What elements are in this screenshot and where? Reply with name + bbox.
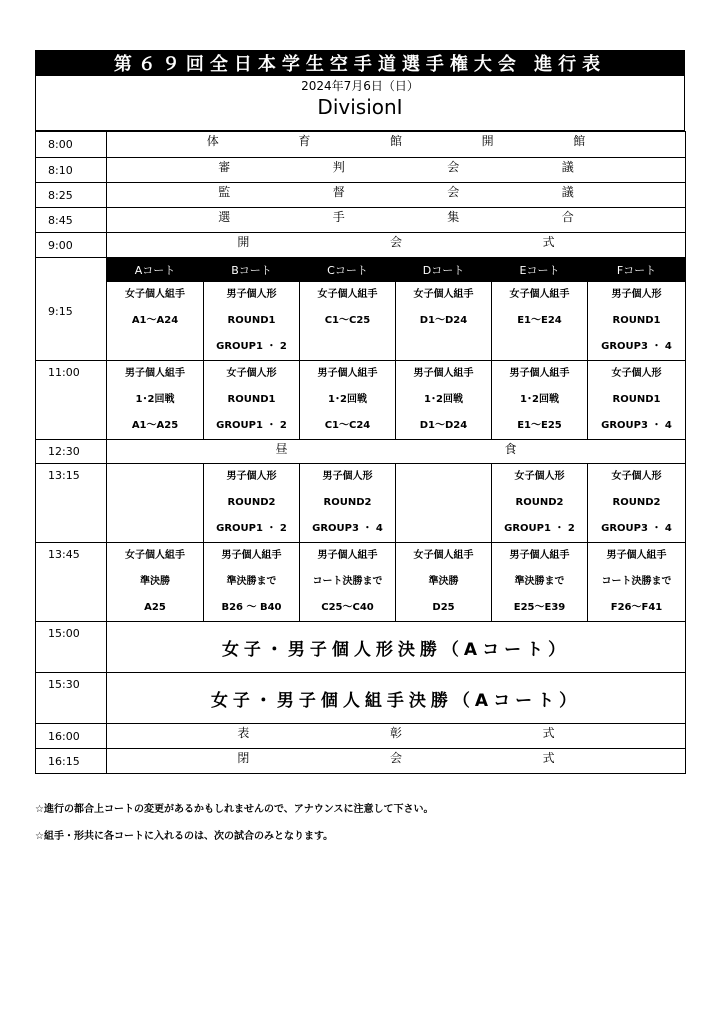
schedule-row (36, 749, 686, 774)
event-char: 議 (561, 160, 574, 174)
session-row (36, 464, 686, 543)
event-char: 館 (390, 134, 403, 148)
event-char: 督 (332, 185, 345, 199)
match-cell (492, 543, 588, 622)
event-char: 手 (332, 210, 345, 224)
match-cell (396, 282, 492, 361)
match-cell (588, 361, 686, 440)
match-cell (588, 543, 686, 622)
match-cell (107, 361, 204, 440)
match-line: ROUND2 (515, 497, 564, 508)
event-cell (107, 749, 686, 774)
match-cell (492, 464, 588, 543)
match-line: D1～D24 (419, 315, 468, 326)
match-line: 女子個人組手 (413, 550, 474, 561)
match-line: 男子個人組手 (125, 368, 185, 379)
match-line: ROUND2 (227, 497, 276, 508)
event-char: 昼 (275, 442, 288, 456)
match-line: 女子個人組手 (509, 289, 570, 300)
schedule-row (36, 208, 686, 233)
match-line: 準決勝 (428, 576, 459, 587)
time-cell: 12:30 (36, 440, 107, 464)
court-header: Fコート (588, 258, 686, 282)
schedule-row (36, 183, 686, 208)
match-line: 男子個人組手 (317, 368, 378, 379)
match-line: 1･2回戦 (424, 394, 463, 405)
match-line: 男子個人組手 (509, 550, 570, 561)
match-line: GROUP1 ・ 2 (504, 523, 575, 534)
match-line (300, 334, 395, 360)
time-cell: 13:15 (36, 464, 107, 543)
court-header: Eコート (492, 258, 588, 282)
schedule-row (36, 440, 686, 464)
match-line: 女子個人組手 (317, 289, 378, 300)
match-line: 準決勝まで (226, 576, 277, 587)
event-char: 開 (237, 235, 250, 249)
match-line (107, 334, 203, 360)
finals-row (36, 673, 686, 724)
match-line: GROUP3 ・ 4 (601, 341, 672, 352)
match-cell (588, 282, 686, 361)
match-line: 男子個人組手 (509, 368, 570, 379)
time-cell: 9:00 (36, 233, 107, 258)
match-cell (300, 464, 396, 543)
event-char: 選 (218, 210, 231, 224)
match-line: 1･2回戦 (135, 394, 175, 405)
match-line: コート決勝まで (312, 576, 383, 587)
match-line: 男子個人形 (226, 289, 277, 300)
event-text (107, 749, 685, 766)
match-line: A1～A24 (131, 315, 179, 326)
match-line: E1～E24 (517, 315, 562, 326)
match-line: 女子個人組手 (413, 289, 474, 300)
event-cell (107, 724, 686, 749)
match-cell (300, 282, 396, 361)
match-line: 女子個人組手 (125, 289, 185, 300)
match-line: 男子個人組手 (317, 550, 378, 561)
event-char: 育 (298, 134, 311, 148)
match-line: 1･2回戦 (328, 394, 367, 405)
event-char: 審 (218, 160, 231, 174)
event-char: 会 (390, 751, 403, 765)
match-line: C25～C40 (321, 602, 374, 613)
event-cell (107, 132, 686, 158)
match-line: E25～E39 (513, 602, 566, 613)
event-cell (107, 183, 686, 208)
match-line: 男子個人組手 (606, 550, 667, 561)
match-line: GROUP1 ・ 2 (216, 341, 287, 352)
event-char: 集 (447, 210, 460, 224)
event-char: 閉 (237, 751, 250, 765)
match-line: 男子個人形 (611, 289, 662, 300)
match-line: B26 ～ B40 (221, 602, 282, 613)
event-char: 表 (237, 726, 250, 740)
match-line: GROUP3 ・ 4 (601, 420, 672, 431)
match-line: 男子個人組手 (221, 550, 282, 561)
event-text (107, 724, 685, 741)
match-line (107, 464, 203, 490)
event-char: 体 (206, 134, 219, 148)
match-line (396, 490, 491, 516)
event-char: 会 (390, 235, 403, 249)
note-2: ☆組手・形共に各コートに入れるのは、次の試合のみとなります。 (35, 831, 334, 842)
event-char: 会 (447, 185, 460, 199)
schedule-table (35, 131, 686, 774)
match-cell (396, 464, 492, 543)
event-text (107, 440, 685, 457)
document-title: 第６９回全日本学生空手道選手権大会 進行表 (35, 50, 685, 76)
match-line: A25 (144, 602, 166, 613)
match-line (396, 464, 491, 490)
event-cell (107, 208, 686, 233)
note-1: ☆進行の都合上コートの変更があるかもしれませんので、アナウンスに注意して下さい。 (35, 804, 434, 815)
event-text (107, 208, 685, 225)
match-cell (588, 464, 686, 543)
event-text (107, 183, 685, 200)
match-line: 1･2回戦 (520, 394, 559, 405)
match-line: F26～F41 (610, 602, 663, 613)
match-line (396, 516, 491, 542)
court-header: Aコート (107, 258, 204, 282)
match-line: ROUND1 (612, 315, 661, 326)
match-cell (204, 543, 300, 622)
time-cell: 8:10 (36, 158, 107, 183)
time-cell: 8:00 (36, 132, 107, 158)
event-cell (107, 233, 686, 258)
match-line: 男子個人組手 (413, 368, 474, 379)
event-char: 開 (481, 134, 494, 148)
event-char: 食 (504, 442, 517, 456)
match-cell (204, 361, 300, 440)
event-char: 式 (542, 726, 555, 740)
match-line: コート決勝まで (601, 576, 672, 587)
finals-text: 女子・男子個人形決勝（Aコート） (107, 622, 686, 673)
event-char: 式 (542, 235, 555, 249)
division-heading: DivisionⅠ (35, 94, 685, 120)
match-line: ROUND2 (323, 497, 372, 508)
match-cell (492, 282, 588, 361)
time-cell: 13:45 (36, 543, 107, 622)
match-line (492, 334, 587, 360)
match-line: GROUP3 ・ 4 (312, 523, 383, 534)
match-line: ROUND1 (612, 394, 661, 405)
time-cell: 16:00 (36, 724, 107, 749)
time-cell: 16:15 (36, 749, 107, 774)
match-line: C1～C25 (324, 315, 371, 326)
event-char: 彰 (390, 726, 403, 740)
event-cell (107, 158, 686, 183)
match-line: 男子個人形 (226, 471, 277, 482)
event-text (107, 233, 685, 250)
match-line: E1～E25 (517, 420, 562, 431)
time-cell: 8:45 (36, 208, 107, 233)
match-line: 男子個人形 (322, 471, 373, 482)
time-cell: 15:00 (36, 622, 107, 673)
session-row (36, 361, 686, 440)
time-cell: 8:25 (36, 183, 107, 208)
court-header: Bコート (204, 258, 300, 282)
match-line: ROUND1 (227, 315, 276, 326)
finals-text: 女子・男子個人組手決勝（Aコート） (107, 673, 686, 724)
match-cell (300, 361, 396, 440)
match-cell (396, 361, 492, 440)
match-line: C1～C24 (324, 420, 371, 431)
match-cell (204, 464, 300, 543)
event-text (107, 132, 685, 149)
match-line (107, 490, 203, 516)
match-cell (204, 282, 300, 361)
match-line: 女子個人形 (514, 471, 565, 482)
header-divider (35, 120, 685, 131)
match-line (396, 334, 491, 360)
match-cell (492, 361, 588, 440)
event-date: 2024年7月6日（日） (35, 76, 685, 94)
session-row (36, 543, 686, 622)
session-row (36, 282, 686, 361)
match-cell (300, 543, 396, 622)
match-line: 女子個人形 (611, 471, 662, 482)
event-char: 館 (573, 134, 586, 148)
schedule-row (36, 132, 686, 158)
match-cell (107, 282, 204, 361)
event-char: 合 (561, 210, 574, 224)
time-cell: 9:15 (36, 258, 107, 361)
match-cell (396, 543, 492, 622)
courts-header-row (36, 258, 686, 282)
event-char: 議 (561, 185, 574, 199)
match-line: GROUP1 ・ 2 (216, 420, 287, 431)
schedule-row (36, 158, 686, 183)
time-cell: 15:30 (36, 673, 107, 724)
court-header: Dコート (396, 258, 492, 282)
match-line: 女子個人組手 (125, 550, 185, 561)
time-cell: 11:00 (36, 361, 107, 440)
event-char: 式 (542, 751, 555, 765)
event-char: 判 (332, 160, 345, 174)
match-cell (107, 543, 204, 622)
match-line: GROUP3 ・ 4 (601, 523, 672, 534)
match-line: 準決勝 (140, 576, 170, 587)
match-cell (107, 464, 204, 543)
schedule-row (36, 724, 686, 749)
schedule-document (35, 50, 685, 774)
match-line: A1～A25 (131, 420, 179, 431)
event-text (107, 158, 685, 175)
match-line: 女子個人形 (611, 368, 662, 379)
match-line: ROUND1 (227, 394, 276, 405)
match-line: 女子個人形 (226, 368, 277, 379)
event-cell (107, 440, 686, 464)
match-line: GROUP1 ・ 2 (216, 523, 287, 534)
event-char: 会 (447, 160, 460, 174)
notes (35, 800, 433, 854)
finals-row (36, 622, 686, 673)
match-line: ROUND2 (612, 497, 661, 508)
match-line: D1～D24 (419, 420, 468, 431)
event-char: 監 (218, 185, 231, 199)
match-line (107, 516, 203, 542)
court-header: Cコート (300, 258, 396, 282)
schedule-row (36, 233, 686, 258)
match-line: D25 (432, 602, 455, 613)
match-line: 準決勝まで (514, 576, 565, 587)
